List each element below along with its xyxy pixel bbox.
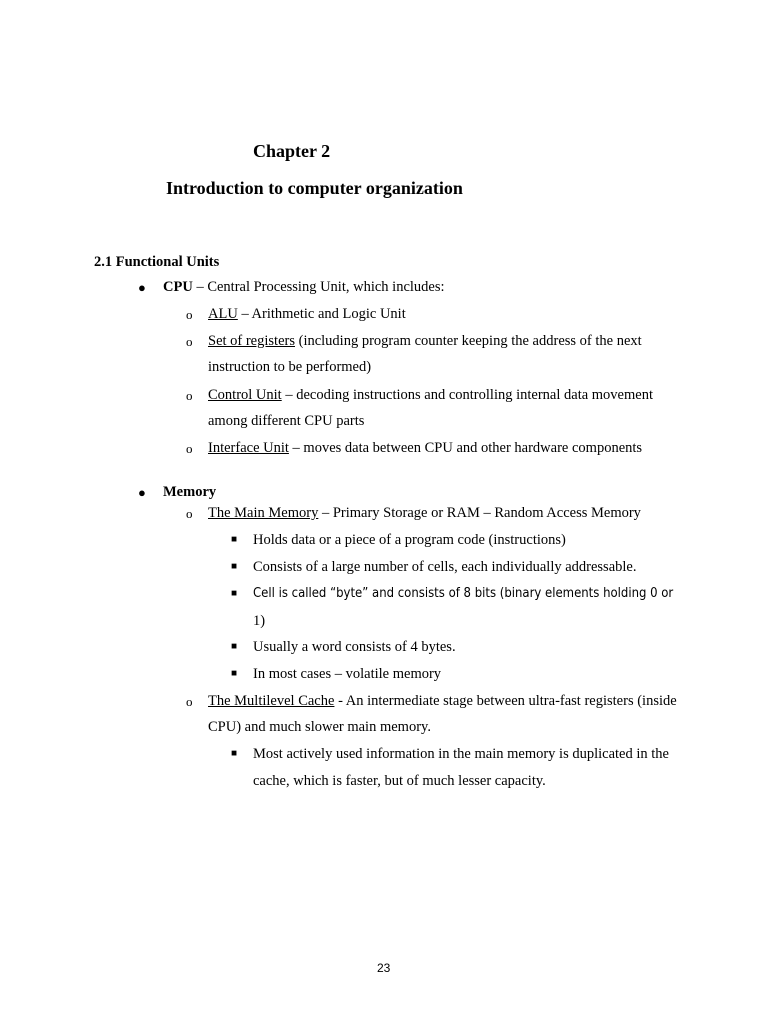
registers-desc-cont: instruction to be performed)	[208, 359, 372, 375]
square-bullet: ■	[231, 641, 238, 652]
alu-item	[208, 306, 406, 323]
alu-term: ALU	[208, 306, 238, 322]
main-memory-point: Cell is called “byte” and consists of 8 bits (binary elements holding 0 or	[253, 586, 674, 601]
square-bullet: ■	[231, 561, 238, 572]
alu-desc: – Arithmetic and Logic Unit	[237, 306, 406, 322]
sub-bullet: o	[186, 506, 193, 521]
page-number: 23	[377, 961, 391, 975]
chapter-heading: Chapter 2	[253, 141, 331, 161]
main-memory-term: The Main Memory	[208, 505, 319, 521]
memory-term: Memory	[163, 484, 217, 500]
section-heading: 2.1 Functional Units	[94, 254, 220, 270]
main-memory-point: In most cases – volatile memory	[253, 666, 442, 682]
cache-point: Most actively used information in the main memory is duplicated in the	[253, 746, 669, 762]
square-bullet: ■	[231, 748, 238, 759]
interface-unit-item	[208, 440, 642, 457]
sub-bullet: o	[186, 694, 193, 709]
square-bullet: ■	[231, 534, 238, 545]
interface-unit-term: Interface Unit	[208, 440, 289, 456]
cache-item	[208, 693, 677, 710]
chapter-title: Introduction to computer organization	[166, 178, 463, 198]
cache-desc-cont: CPU) and much slower main memory.	[208, 719, 431, 735]
sub-bullet: o	[186, 441, 193, 456]
main-memory-point: Consists of a large number of cells, each individually addressable.	[253, 559, 637, 575]
cache-point-cont: cache, which is faster, but of much lesser capacity.	[253, 773, 546, 789]
main-memory-point: Holds data or a piece of a program code (instructions)	[253, 532, 566, 548]
main-memory-item	[208, 505, 641, 522]
main-memory-point-cont: 1)	[253, 613, 266, 629]
main-memory-point: Usually a word consists of 4 bytes.	[253, 639, 456, 655]
registers-desc: (including program counter keeping the address of the next	[294, 333, 642, 349]
bullet-dot: ●	[138, 280, 146, 295]
bullet-dot: ●	[138, 485, 146, 500]
control-unit-desc: – decoding instructions and controlling internal data movement	[281, 387, 653, 403]
control-unit-desc-cont: among different CPU parts	[208, 413, 365, 429]
cpu-desc: – Central Processing Unit, which includes:	[192, 279, 445, 295]
sub-bullet: o	[186, 334, 193, 349]
cache-desc: - An intermediate stage between ultra-fast registers (inside	[334, 693, 677, 709]
registers-item	[208, 333, 642, 350]
interface-unit-desc: – moves data between CPU and other hardware components	[288, 440, 643, 456]
control-unit-item	[208, 387, 653, 404]
square-bullet: ■	[231, 588, 238, 599]
registers-term: Set of registers	[208, 333, 295, 349]
sub-bullet: o	[186, 388, 193, 403]
cpu-item	[163, 279, 445, 296]
cache-term: The Multilevel Cache	[208, 693, 335, 709]
cpu-term: CPU	[163, 279, 193, 295]
square-bullet: ■	[231, 668, 238, 679]
control-unit-term: Control Unit	[208, 387, 282, 403]
sub-bullet: o	[186, 307, 193, 322]
main-memory-desc: – Primary Storage or RAM – Random Access Memory	[318, 505, 641, 521]
